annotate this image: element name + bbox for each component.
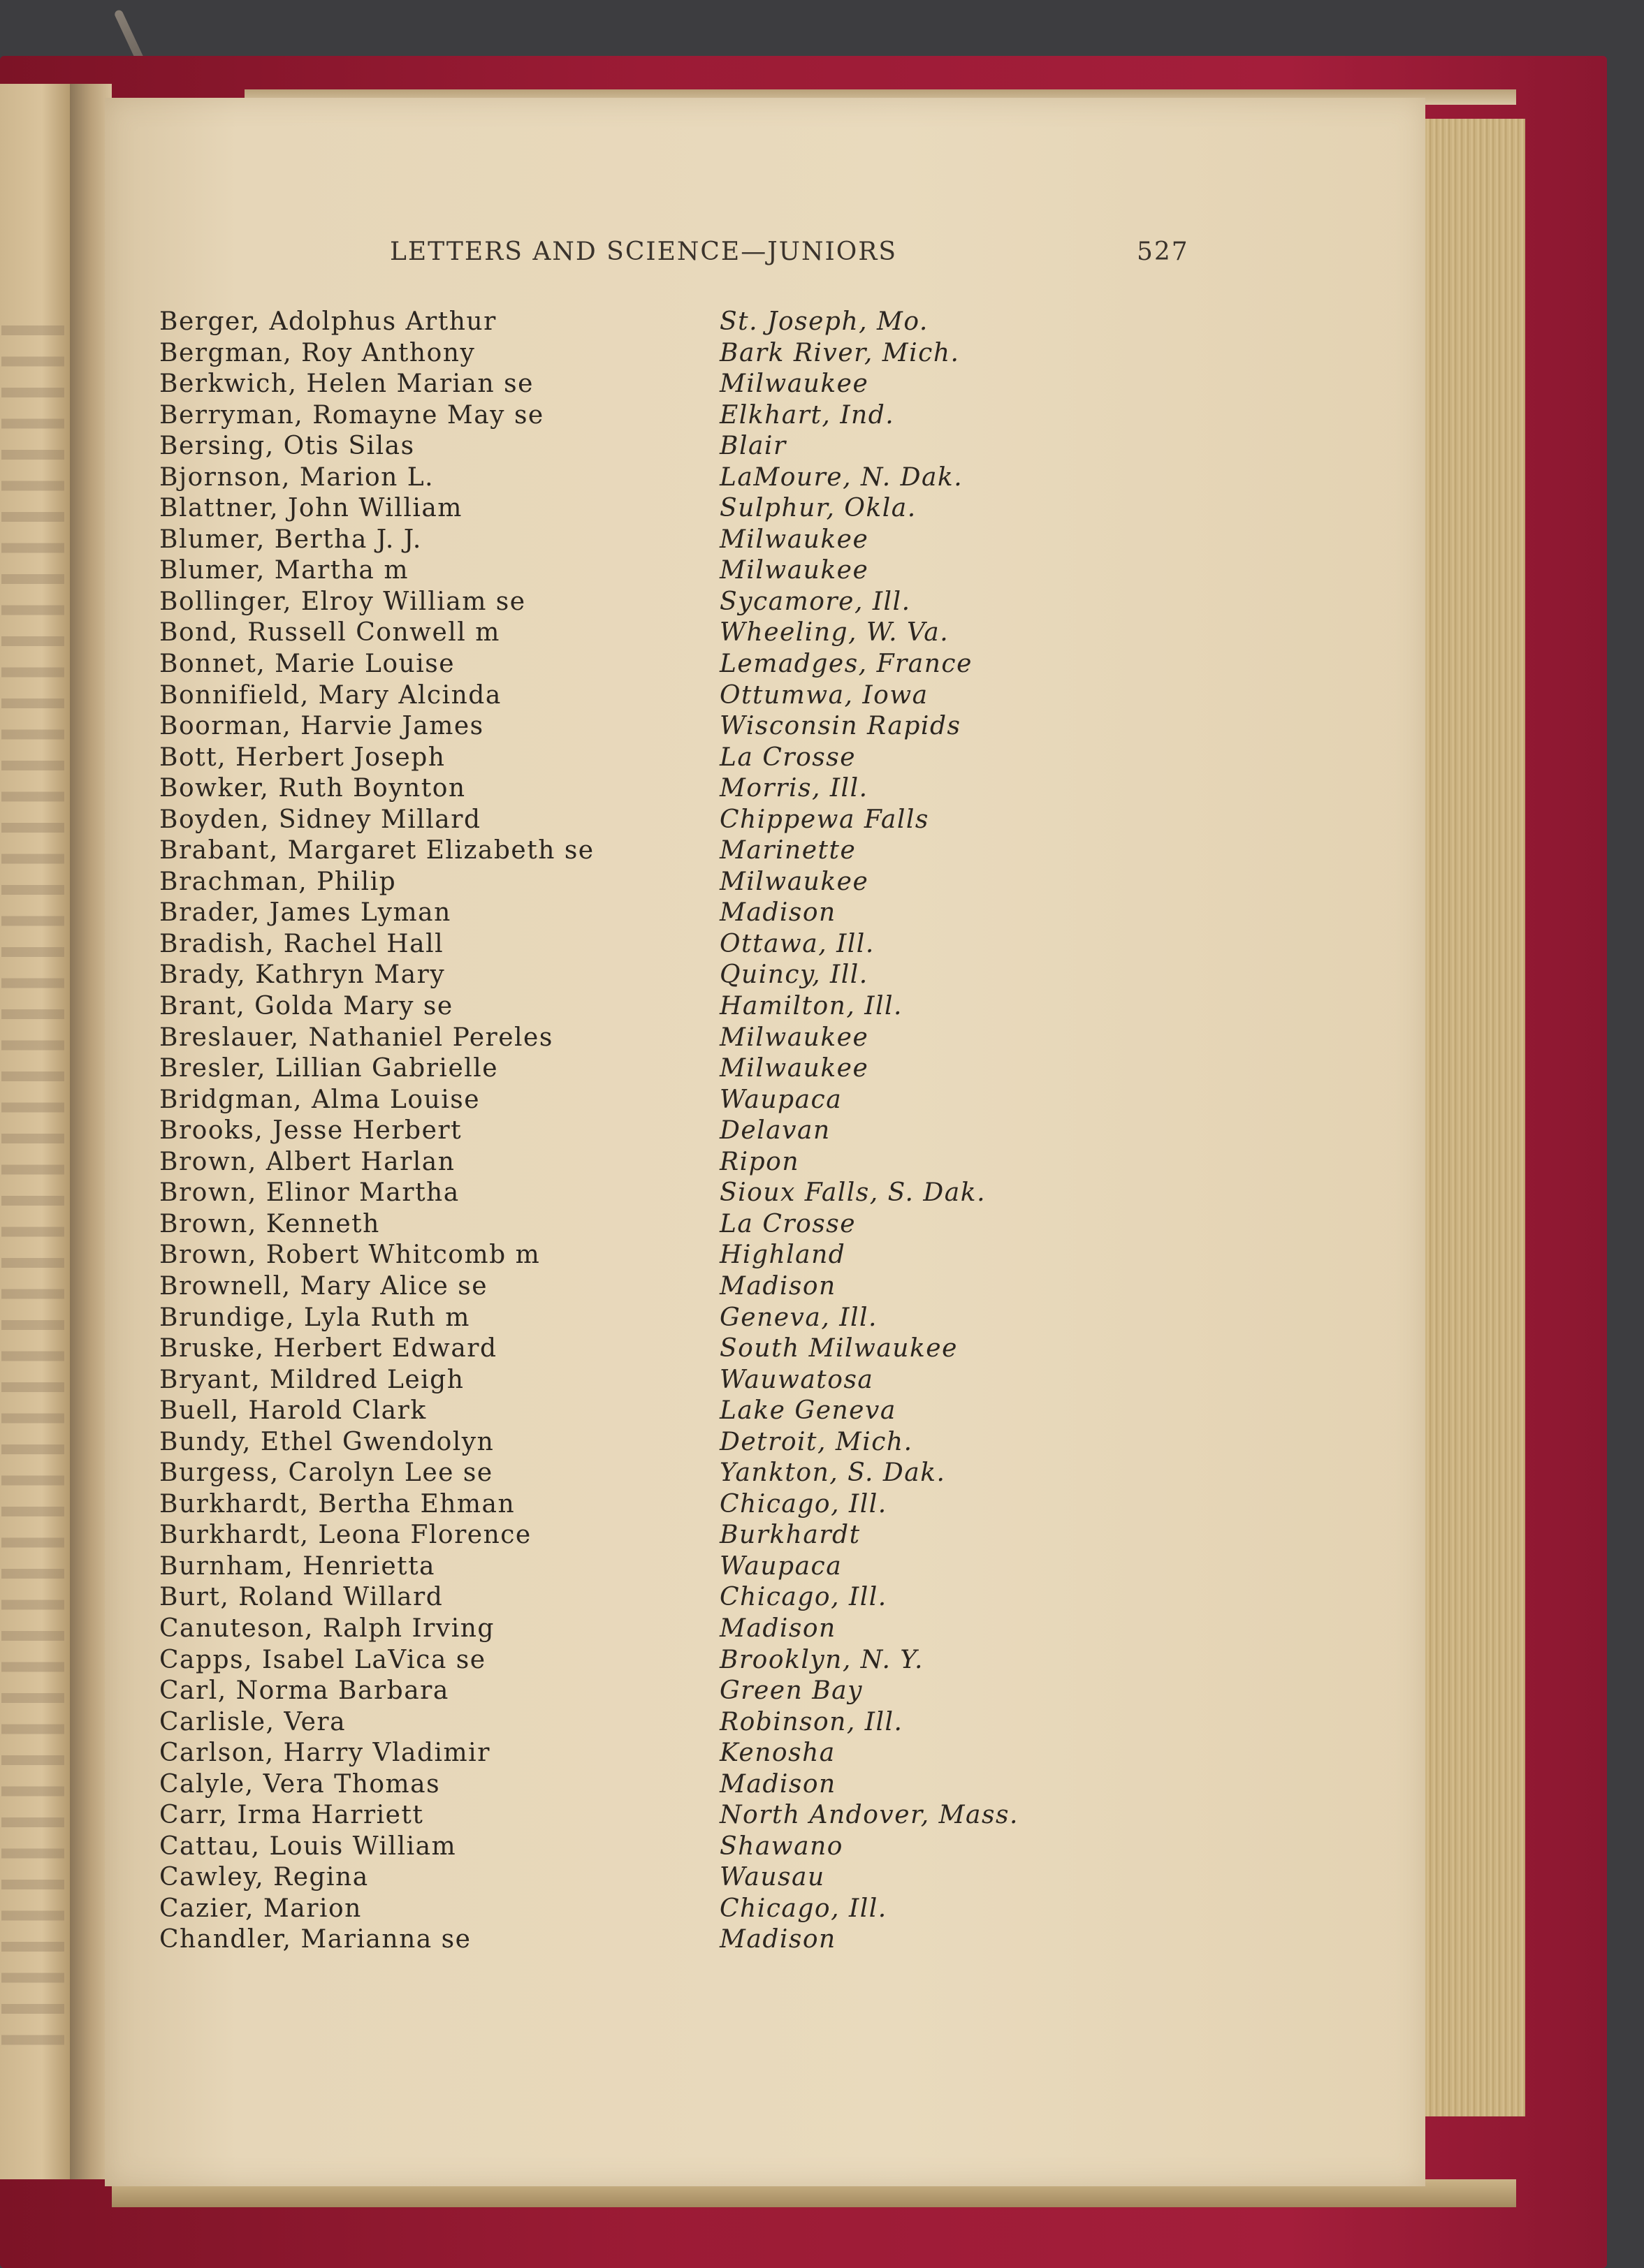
hometown: Wisconsin Rapids	[720, 712, 961, 741]
hometown: Burkhardt	[720, 1521, 861, 1550]
student-name: Burkhardt, Leona Florence	[159, 1521, 532, 1550]
list-item	[159, 1520, 1096, 1551]
list-item	[159, 525, 1096, 556]
student-name: Berryman, Romayne May se	[159, 400, 544, 430]
list-item	[159, 462, 1096, 494]
student-name: Carl, Norma Barbara	[159, 1676, 449, 1706]
student-name: Brown, Elinor Martha	[159, 1178, 460, 1208]
hometown: St. Joseph, Mo.	[720, 307, 929, 336]
student-name: Brown, Robert Whitcomb m	[159, 1241, 541, 1270]
list-item	[159, 1178, 1096, 1209]
hometown: Elkhart, Ind.	[720, 400, 895, 430]
list-item	[159, 1333, 1096, 1365]
hometown: Kenosha	[720, 1739, 836, 1768]
student-name: Bruske, Herbert Edward	[159, 1334, 497, 1363]
hometown: Lemadges, France	[720, 650, 973, 679]
list-item	[159, 1862, 1096, 1894]
hometown: Quincy, Ill.	[720, 960, 868, 990]
hometown: Waupaca	[720, 1551, 843, 1581]
previous-page-edge	[0, 84, 74, 2179]
student-name: Bradish, Rachel Hall	[159, 929, 444, 958]
hometown: Yankton, S. Dak.	[720, 1458, 946, 1488]
hometown: Lake Geneva	[720, 1396, 896, 1426]
hometown: Chicago, Ill.	[720, 1489, 887, 1519]
list-item	[159, 960, 1096, 991]
hometown: Chicago, Ill.	[720, 1894, 887, 1923]
student-name: Brabant, Margaret Elizabeth se	[159, 836, 595, 865]
list-item	[159, 338, 1096, 370]
student-name: Burt, Roland Willard	[159, 1583, 444, 1612]
hometown: Morris, Ill.	[720, 774, 868, 803]
student-name: Burkhardt, Bertha Ehman	[159, 1489, 516, 1519]
hometown: Madison	[720, 1614, 836, 1643]
student-name: Brown, Albert Harlan	[159, 1147, 456, 1176]
hometown: Robinson, Ill.	[720, 1707, 903, 1736]
hometown: LaMoure, N. Dak.	[720, 462, 963, 492]
list-item	[159, 369, 1096, 400]
list-item	[159, 1240, 1096, 1271]
student-name: Capps, Isabel LaVica se	[159, 1645, 486, 1674]
list-item	[159, 680, 1096, 712]
list-item	[159, 1489, 1096, 1521]
list-item	[159, 1707, 1096, 1739]
list-item	[159, 1396, 1096, 1427]
student-name: Brant, Golda Mary se	[159, 992, 453, 1021]
student-name: Berger, Adolphus Arthur	[159, 307, 497, 336]
list-item	[159, 835, 1096, 867]
list-item	[159, 1582, 1096, 1614]
hometown: Madison	[720, 1271, 836, 1301]
student-name: Bryant, Mildred Leigh	[159, 1365, 465, 1394]
student-name: Bollinger, Elroy William se	[159, 587, 526, 616]
list-item	[159, 1676, 1096, 1707]
hometown: Wheeling, W. Va.	[720, 618, 950, 648]
hometown: Chippewa Falls	[720, 805, 929, 834]
list-item	[159, 711, 1096, 742]
list-item	[159, 742, 1096, 774]
list-item	[159, 1085, 1096, 1116]
student-name: Bonnifield, Mary Alcinda	[159, 680, 502, 710]
hometown: Blair	[720, 432, 787, 461]
list-item	[159, 1115, 1096, 1147]
list-item	[159, 1645, 1096, 1676]
list-item	[159, 929, 1096, 960]
list-item	[159, 805, 1096, 836]
list-item	[159, 1924, 1096, 1956]
list-item	[159, 1614, 1096, 1645]
list-item	[159, 1271, 1096, 1303]
hometown: Milwaukee	[720, 556, 869, 585]
hometown: Brooklyn, N. Y.	[720, 1645, 924, 1674]
hometown: Milwaukee	[720, 1054, 869, 1083]
list-item	[159, 1831, 1096, 1863]
hometown: Milwaukee	[720, 1023, 869, 1052]
hometown: Madison	[720, 1925, 836, 1954]
student-name: Brader, James Lyman	[159, 898, 451, 928]
student-name: Bersing, Otis Silas	[159, 432, 415, 461]
student-name: Bridgman, Alma Louise	[159, 1085, 481, 1114]
hometown: Shawano	[720, 1831, 843, 1861]
student-name: Bundy, Ethel Gwendolyn	[159, 1427, 495, 1456]
hometown: North Andover, Mass.	[720, 1801, 1019, 1830]
hometown: Chicago, Ill.	[720, 1583, 887, 1612]
student-name: Carr, Irma Harriett	[159, 1801, 424, 1830]
list-item	[159, 1427, 1096, 1458]
list-item	[159, 1365, 1096, 1396]
student-name: Bresler, Lillian Gabrielle	[159, 1054, 499, 1083]
list-item	[159, 1458, 1096, 1489]
student-name: Brundige, Lyla Ruth m	[159, 1303, 470, 1332]
hometown: Wauwatosa	[720, 1365, 874, 1394]
list-item	[159, 1894, 1096, 1925]
list-item	[159, 400, 1096, 432]
student-name: Bonnet, Marie Louise	[159, 650, 456, 679]
student-name: Burgess, Carolyn Lee se	[159, 1458, 493, 1488]
list-item	[159, 1303, 1096, 1334]
student-name: Brooks, Jesse Herbert	[159, 1116, 463, 1146]
student-name: Cattau, Louis William	[159, 1831, 457, 1861]
list-item	[159, 773, 1096, 805]
student-name: Breslauer, Nathaniel Pereles	[159, 1023, 553, 1052]
list-item	[159, 1800, 1096, 1831]
list-item	[159, 493, 1096, 525]
student-name: Brown, Kenneth	[159, 1209, 380, 1238]
previous-page-text-fragment	[1, 307, 64, 2054]
hometown: Bark River, Mich.	[720, 338, 960, 367]
running-head: LETTERS AND SCIENCE—JUNIORS	[390, 237, 897, 266]
list-item	[159, 1551, 1096, 1583]
hometown: Marinette	[720, 836, 857, 865]
student-name: Chandler, Marianna se	[159, 1925, 472, 1954]
student-name: Carlisle, Vera	[159, 1707, 347, 1736]
hometown: Delavan	[720, 1116, 831, 1146]
hometown: Sulphur, Okla.	[720, 494, 917, 523]
list-item	[159, 555, 1096, 587]
hometown: La Crosse	[720, 1209, 856, 1238]
list-item	[159, 617, 1096, 649]
student-name: Bergman, Roy Anthony	[159, 338, 476, 367]
hometown: Ripon	[720, 1147, 800, 1176]
student-name: Bond, Russell Conwell m	[159, 618, 500, 648]
student-name: Carlson, Harry Vladimir	[159, 1739, 490, 1768]
list-item	[159, 431, 1096, 462]
student-name: Canuteson, Ralph Irving	[159, 1614, 495, 1643]
student-name: Bott, Herbert Joseph	[159, 742, 446, 772]
hometown: Detroit, Mich.	[720, 1427, 913, 1456]
student-list	[159, 307, 1096, 1956]
student-name: Cawley, Regina	[159, 1863, 369, 1892]
student-name: Boyden, Sidney Millard	[159, 805, 481, 834]
page-number: 527	[1137, 237, 1189, 266]
hometown: Ottawa, Ill.	[720, 929, 875, 958]
hometown: Hamilton, Ill.	[720, 992, 903, 1021]
list-item	[159, 1209, 1096, 1241]
list-item	[159, 1147, 1096, 1178]
hometown: Waupaca	[720, 1085, 843, 1114]
list-item	[159, 587, 1096, 618]
student-name: Cazier, Marion	[159, 1894, 362, 1923]
student-name: Blattner, John William	[159, 494, 463, 523]
list-item	[159, 307, 1096, 338]
list-item	[159, 649, 1096, 680]
hometown: Milwaukee	[720, 370, 869, 399]
hometown: Highland	[720, 1241, 846, 1270]
hometown: Geneva, Ill.	[720, 1303, 878, 1332]
student-name: Blumer, Martha m	[159, 556, 409, 585]
hometown: South Milwaukee	[720, 1334, 958, 1363]
hometown: La Crosse	[720, 742, 856, 772]
hometown: Sioux Falls, S. Dak.	[720, 1178, 987, 1208]
student-name: Burnham, Henrietta	[159, 1551, 436, 1581]
hometown: Madison	[720, 1769, 836, 1799]
student-name: Bjornson, Marion L.	[159, 462, 435, 492]
student-name: Blumer, Bertha J. J.	[159, 525, 422, 554]
student-name: Brady, Kathryn Mary	[159, 960, 446, 990]
student-name: Bowker, Ruth Boynton	[159, 774, 466, 803]
hometown: Sycamore, Ill.	[720, 587, 911, 616]
list-item	[159, 898, 1096, 929]
student-name: Calyle, Vera Thomas	[159, 1769, 441, 1799]
hometown: Ottumwa, Iowa	[720, 680, 929, 710]
student-name: Brownell, Mary Alice se	[159, 1271, 488, 1301]
list-item	[159, 991, 1096, 1023]
list-item	[159, 867, 1096, 898]
list-item	[159, 1738, 1096, 1769]
hometown: Green Bay	[720, 1676, 863, 1706]
list-item	[159, 1769, 1096, 1801]
hometown: Madison	[720, 898, 836, 928]
student-name: Brachman, Philip	[159, 867, 397, 896]
student-name: Buell, Harold Clark	[159, 1396, 427, 1426]
hometown: Milwaukee	[720, 867, 869, 896]
hometown: Wausau	[720, 1863, 825, 1892]
list-item	[159, 1023, 1096, 1054]
student-name: Berkwich, Helen Marian se	[159, 370, 534, 399]
hometown: Milwaukee	[720, 525, 869, 554]
list-item	[159, 1053, 1096, 1085]
student-name: Boorman, Harvie James	[159, 712, 484, 741]
